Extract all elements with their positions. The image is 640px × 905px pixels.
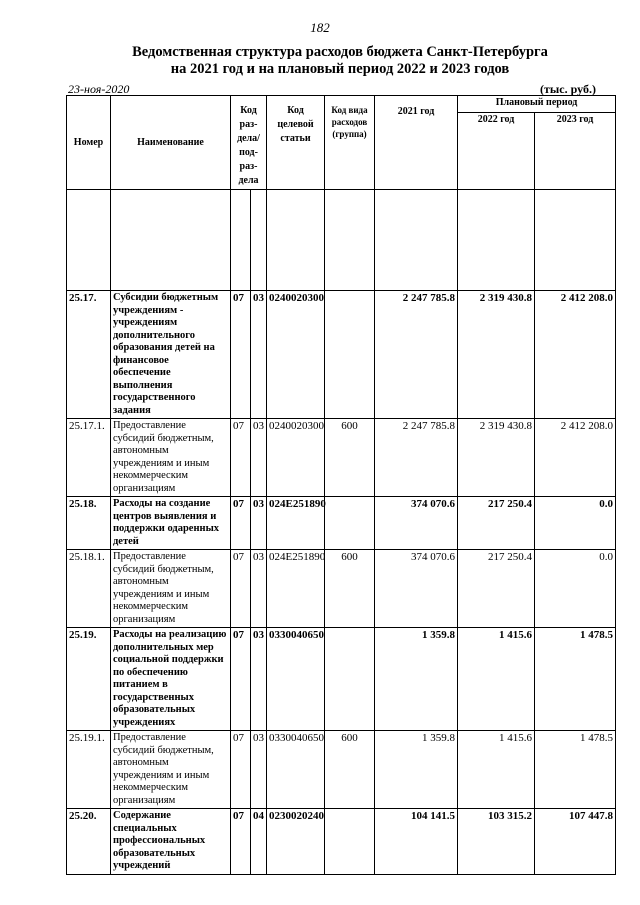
header-2022: 2022 год — [458, 113, 535, 190]
row-name: Предоставление субсидий бюджетным, автономным учреждениям и иным некоммерческим организациям — [111, 419, 231, 497]
row-target-code: 0330040650 — [267, 628, 325, 731]
row-value-2023: 2 412 208.0 — [535, 419, 616, 497]
budget-table — [66, 95, 616, 875]
row-subsection: 03 — [251, 731, 267, 809]
row-value-2022: 1 415.6 — [458, 731, 535, 809]
row-value-2021: 2 247 785.8 — [375, 419, 458, 497]
row-value-2022: 103 315.2 — [458, 809, 535, 875]
row-target-code: 024E251890 — [267, 497, 325, 550]
row-target-code: 0330040650 — [267, 731, 325, 809]
table-row — [67, 809, 616, 875]
row-subsection: 03 — [251, 628, 267, 731]
row-target-code: 0240020300 — [267, 291, 325, 419]
row-value-2021: 104 141.5 — [375, 809, 458, 875]
row-value-2021: 374 070.6 — [375, 497, 458, 550]
row-expense-type — [325, 291, 375, 419]
row-number: 25.17. — [67, 291, 111, 419]
row-value-2022: 217 250.4 — [458, 550, 535, 628]
row-expense-type: 600 — [325, 550, 375, 628]
row-value-2023: 1 478.5 — [535, 731, 616, 809]
row-name: Расходы на реализацию дополнительных мер социальной поддержки по обеспечению питанием в государственных образовательных учреждениях — [111, 628, 231, 731]
row-target-code: 0230020240 — [267, 809, 325, 875]
header-target: Код целевой статьи — [267, 96, 325, 190]
header-name: Наименование — [111, 96, 231, 190]
row-section: 07 — [231, 550, 251, 628]
row-name: Содержание специальных профессиональных образовательных учреждений — [111, 809, 231, 875]
row-section: 07 — [231, 497, 251, 550]
row-value-2023: 1 478.5 — [535, 628, 616, 731]
header-number: Номер — [67, 96, 111, 190]
row-section: 07 — [231, 628, 251, 731]
row-value-2022: 1 415.6 — [458, 628, 535, 731]
row-number: 25.17.1. — [67, 419, 111, 497]
row-subsection: 03 — [251, 550, 267, 628]
header-section: Код раз- дела/ под- раз- дела — [231, 96, 267, 190]
row-value-2021: 1 359.8 — [375, 628, 458, 731]
row-number: 25.18. — [67, 497, 111, 550]
row-value-2022: 217 250.4 — [458, 497, 535, 550]
row-value-2023: 0.0 — [535, 550, 616, 628]
header-expense-type: Код вида расходов (группа) — [325, 96, 375, 190]
table-row — [67, 550, 616, 628]
row-number: 25.20. — [67, 809, 111, 875]
row-expense-type — [325, 809, 375, 875]
row-expense-type: 600 — [325, 731, 375, 809]
row-target-code: 024E251890 — [267, 550, 325, 628]
row-value-2022: 2 319 430.8 — [458, 419, 535, 497]
table-row — [67, 731, 616, 809]
document-date: 23-ноя-2020 — [68, 82, 130, 96]
row-number: 25.18.1. — [67, 550, 111, 628]
row-section: 07 — [231, 731, 251, 809]
row-name: Расходы на создание центров выявления и поддержки одаренных детей — [111, 497, 231, 550]
document-title — [60, 44, 620, 78]
row-name: Субсидии бюджетным учреждениям - учреждениям дополнительного образования детей на финансовое обеспечение выполнения государственного задания — [111, 291, 231, 419]
row-value-2021: 2 247 785.8 — [375, 291, 458, 419]
row-section: 07 — [231, 809, 251, 875]
row-section: 07 — [231, 291, 251, 419]
row-expense-type — [325, 628, 375, 731]
row-value-2022: 2 319 430.8 — [458, 291, 535, 419]
row-number: 25.19.1. — [67, 731, 111, 809]
row-value-2023: 2 412 208.0 — [535, 291, 616, 419]
title-line-1: Ведомственная структура расходов бюджета Санкт-Петербурга — [132, 44, 548, 60]
page-number: 182 — [310, 20, 330, 35]
header-2023: 2023 год — [535, 113, 616, 190]
title-line-2: на 2021 год и на плановый период 2022 и 2023 годов — [170, 61, 510, 77]
header-spacer-row — [67, 190, 616, 291]
table-row — [67, 291, 616, 419]
table-row — [67, 628, 616, 731]
table-body — [67, 291, 616, 875]
row-expense-type: 600 — [325, 419, 375, 497]
units-label: (тыс. руб.) — [540, 82, 596, 96]
header-planned-period: Плановый период — [458, 96, 616, 113]
row-number: 25.19. — [67, 628, 111, 731]
row-target-code: 0240020300 — [267, 419, 325, 497]
table-row — [67, 497, 616, 550]
row-name: Предоставление субсидий бюджетным, автономным учреждениям и иным некоммерческим организациям — [111, 550, 231, 628]
row-subsection: 03 — [251, 497, 267, 550]
row-value-2023: 0.0 — [535, 497, 616, 550]
row-subsection: 04 — [251, 809, 267, 875]
row-value-2021: 374 070.6 — [375, 550, 458, 628]
row-expense-type — [325, 497, 375, 550]
row-name: Предоставление субсидий бюджетным, автономным учреждениям и иным некоммерческим организациям — [111, 731, 231, 809]
table-row — [67, 419, 616, 497]
header-2021: 2021 год — [375, 96, 458, 190]
row-value-2023: 107 447.8 — [535, 809, 616, 875]
row-subsection: 03 — [251, 291, 267, 419]
row-value-2021: 1 359.8 — [375, 731, 458, 809]
row-subsection: 03 — [251, 419, 267, 497]
row-section: 07 — [231, 419, 251, 497]
